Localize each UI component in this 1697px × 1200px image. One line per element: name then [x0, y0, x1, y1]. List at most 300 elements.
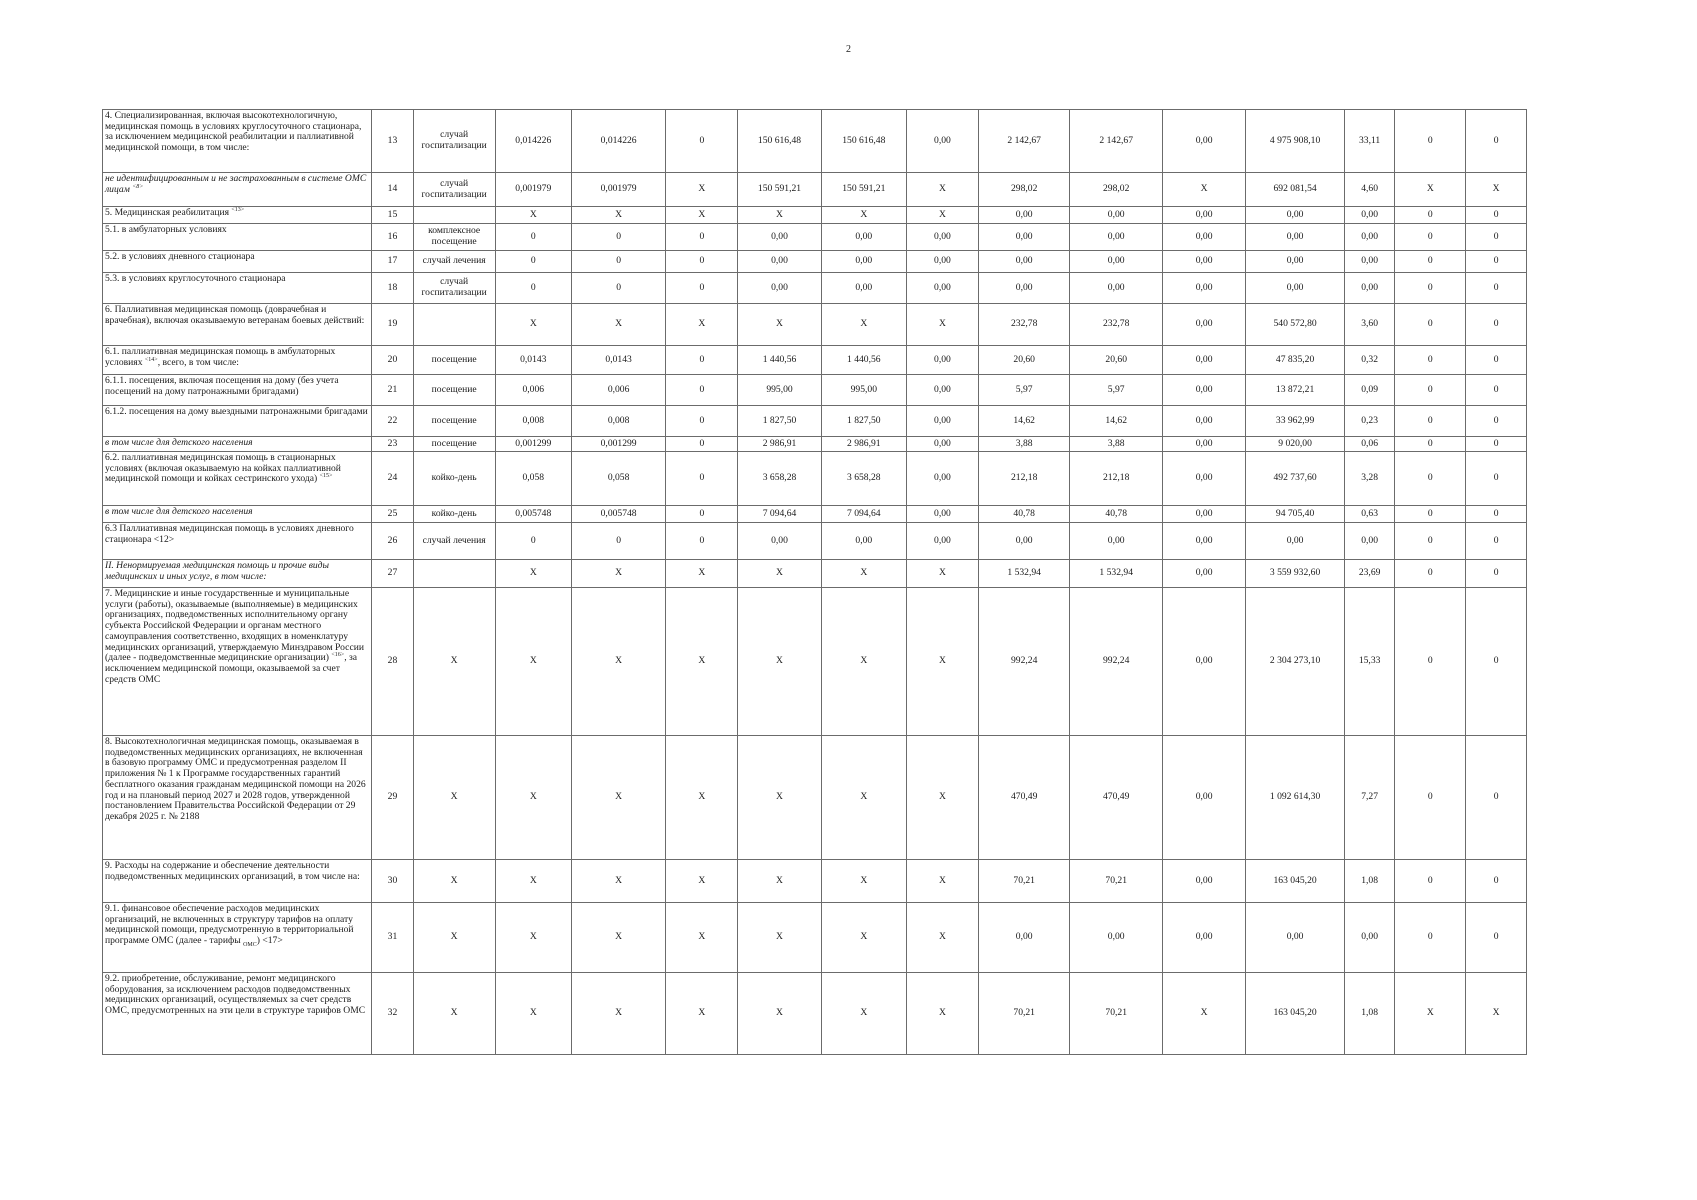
value-cell-c7: 0,00 [978, 207, 1070, 224]
value-cell-c10: 163 045,20 [1246, 860, 1345, 903]
unit-cell: случай лечения [413, 523, 495, 560]
value-cell-c12: 0 [1395, 304, 1466, 346]
row-name-cell [103, 560, 372, 588]
value-cell-c8: 1 532,94 [1070, 560, 1163, 588]
value-cell-c4: X [738, 860, 821, 903]
row-name: 6.1. паллиативная медицинская помощь в амбулаторных условиях [105, 346, 336, 368]
value-cell-c12: 0 [1395, 224, 1466, 251]
value-cell-c10: 33 962,99 [1246, 406, 1345, 437]
value-cell-c7: 14,62 [978, 406, 1070, 437]
value-cell-c6: X [906, 860, 978, 903]
value-cell-c8: 0,00 [1070, 207, 1163, 224]
table-row [103, 903, 1527, 973]
row-name: в том числе для детского населения [105, 506, 253, 517]
table-row [103, 860, 1527, 903]
value-cell-c5: X [821, 207, 906, 224]
row-name-tail: ) <17> [256, 935, 283, 947]
unit-cell: X [413, 860, 495, 903]
unit-cell [413, 560, 495, 588]
value-cell-c1: 0,005748 [495, 506, 571, 523]
row-number: 16 [372, 224, 413, 251]
row-name-cell [103, 375, 372, 406]
table-row [103, 736, 1527, 860]
value-cell-c10: 47 835,20 [1246, 346, 1345, 375]
footnote-ref: <14> [144, 356, 158, 363]
value-cell-c8: 0,00 [1070, 251, 1163, 273]
value-cell-c9: 0,00 [1162, 903, 1245, 973]
value-cell-c12: 0 [1395, 437, 1466, 452]
page-number: 2 [846, 44, 851, 55]
value-cell-c13: 0 [1466, 110, 1527, 173]
unit-cell: посещение [413, 375, 495, 406]
row-name: 4. Специализированная, включая высокотехнологичную, медицинская помощь в условиях круглосуточного стационара, за исключением медицинской реабилитации и паллиативной медицинской помощи, в том числе: [105, 110, 362, 154]
value-cell-c3: 0 [666, 406, 738, 437]
value-cell-c8: 0,00 [1070, 224, 1163, 251]
value-cell-c7: 232,78 [978, 304, 1070, 346]
value-cell-c12: 0 [1395, 207, 1466, 224]
value-cell-c5: 1 827,50 [821, 406, 906, 437]
row-name-cell [103, 523, 372, 560]
value-cell-c5: 0,00 [821, 224, 906, 251]
value-cell-c3: 0 [666, 251, 738, 273]
value-cell-c13: 0 [1466, 406, 1527, 437]
row-name-cell [103, 173, 372, 207]
value-cell-c7: 0,00 [978, 251, 1070, 273]
table-row [103, 251, 1527, 273]
value-cell-c3: 0 [666, 523, 738, 560]
value-cell-c9: 0,00 [1162, 406, 1245, 437]
value-cell-c5: 7 094,64 [821, 506, 906, 523]
row-name-tail: , за исключением медицинской помощи, оказываемой за счет средств ОМС [105, 652, 358, 685]
row-number: 31 [372, 903, 413, 973]
value-cell-c8: 2 142,67 [1070, 110, 1163, 173]
row-number: 24 [372, 452, 413, 506]
value-cell-c4: 3 658,28 [738, 452, 821, 506]
value-cell-c3: X [666, 588, 738, 736]
value-cell-c13: 0 [1466, 506, 1527, 523]
value-cell-c7: 0,00 [978, 273, 1070, 304]
footnote-ref: <15> [319, 473, 333, 480]
value-cell-c12: 0 [1395, 860, 1466, 903]
value-cell-c1: 0 [495, 273, 571, 304]
value-cell-c9: 0,00 [1162, 437, 1245, 452]
row-name: 9. Расходы на содержание и обеспечение деятельности подведомственных медицинских организаций, в том числе на: [105, 860, 360, 882]
unit-cell: случай госпитализации [413, 273, 495, 304]
value-cell-c5: X [821, 588, 906, 736]
value-cell-c1: 0 [495, 224, 571, 251]
value-cell-c11: 0,06 [1344, 437, 1394, 452]
value-cell-c6: 0,00 [906, 224, 978, 251]
value-cell-c4: 0,00 [738, 224, 821, 251]
value-cell-c11: 33,11 [1344, 110, 1394, 173]
value-cell-c2: X [571, 860, 666, 903]
value-cell-c2: 0 [571, 251, 666, 273]
value-cell-c3: X [666, 736, 738, 860]
unit-cell: посещение [413, 437, 495, 452]
table-row [103, 110, 1527, 173]
value-cell-c12: 0 [1395, 251, 1466, 273]
value-cell-c7: 70,21 [978, 860, 1070, 903]
value-cell-c5: 150 591,21 [821, 173, 906, 207]
table-row [103, 207, 1527, 224]
unit-cell: посещение [413, 406, 495, 437]
row-name: 6.3 Паллиативная медицинская помощь в условиях дневного стационара <12> [105, 523, 354, 545]
table-row [103, 406, 1527, 437]
row-name-cell [103, 224, 372, 251]
value-cell-c13: 0 [1466, 588, 1527, 736]
value-cell-c8: 20,60 [1070, 346, 1163, 375]
value-cell-c13: 0 [1466, 273, 1527, 304]
value-cell-c11: 3,60 [1344, 304, 1394, 346]
value-cell-c13: 0 [1466, 251, 1527, 273]
value-cell-c5: 995,00 [821, 375, 906, 406]
value-cell-c9: 0,00 [1162, 560, 1245, 588]
value-cell-c10: 0,00 [1246, 523, 1345, 560]
value-cell-c13: 0 [1466, 903, 1527, 973]
value-cell-c2: 0,014226 [571, 110, 666, 173]
value-cell-c11: 0,00 [1344, 207, 1394, 224]
value-cell-c11: 0,23 [1344, 406, 1394, 437]
row-name: 5.2. в условиях дневного стационара [105, 251, 255, 262]
table-row [103, 346, 1527, 375]
value-cell-c9: 0,00 [1162, 251, 1245, 273]
value-cell-c2: 0 [571, 523, 666, 560]
value-cell-c13: X [1466, 973, 1527, 1055]
row-name-cell [103, 251, 372, 273]
value-cell-c13: 0 [1466, 452, 1527, 506]
value-cell-c9: 0,00 [1162, 452, 1245, 506]
row-name-cell [103, 304, 372, 346]
value-cell-c4: 0,00 [738, 523, 821, 560]
value-cell-c7: 3,88 [978, 437, 1070, 452]
value-cell-c3: 0 [666, 506, 738, 523]
value-cell-c12: 0 [1395, 523, 1466, 560]
value-cell-c10: 0,00 [1246, 251, 1345, 273]
value-cell-c4: 2 986,91 [738, 437, 821, 452]
value-cell-c8: 212,18 [1070, 452, 1163, 506]
value-cell-c12: 0 [1395, 506, 1466, 523]
value-cell-c2: 0,006 [571, 375, 666, 406]
table-row [103, 224, 1527, 251]
value-cell-c1: X [495, 560, 571, 588]
value-cell-c4: 1 440,56 [738, 346, 821, 375]
value-cell-c13: X [1466, 173, 1527, 207]
row-name-cell [103, 973, 372, 1055]
value-cell-c9: 0,00 [1162, 588, 1245, 736]
value-cell-c6: X [906, 304, 978, 346]
value-cell-c3: 0 [666, 346, 738, 375]
value-cell-c11: 15,33 [1344, 588, 1394, 736]
value-cell-c6: 0,00 [906, 346, 978, 375]
value-cell-c3: 0 [666, 224, 738, 251]
value-cell-c12: 0 [1395, 346, 1466, 375]
row-name-cell [103, 346, 372, 375]
value-cell-c6: 0,00 [906, 437, 978, 452]
value-cell-c12: X [1395, 173, 1466, 207]
value-cell-c2: 0 [571, 224, 666, 251]
row-name: 5.1. в амбулаторных условиях [105, 224, 227, 235]
value-cell-c7: 992,24 [978, 588, 1070, 736]
value-cell-c10: 13 872,21 [1246, 375, 1345, 406]
value-cell-c11: 0,00 [1344, 273, 1394, 304]
table-row [103, 273, 1527, 304]
value-cell-c4: X [738, 560, 821, 588]
value-cell-c13: 0 [1466, 375, 1527, 406]
value-cell-c4: 1 827,50 [738, 406, 821, 437]
value-cell-c4: X [738, 903, 821, 973]
row-number: 14 [372, 173, 413, 207]
value-cell-c9: 0,00 [1162, 304, 1245, 346]
value-cell-c10: 540 572,80 [1246, 304, 1345, 346]
value-cell-c11: 4,60 [1344, 173, 1394, 207]
value-cell-c2: X [571, 736, 666, 860]
value-cell-c3: X [666, 973, 738, 1055]
unit-cell: случай госпитализации [413, 110, 495, 173]
row-name-cell [103, 860, 372, 903]
value-cell-c2: X [571, 903, 666, 973]
row-name-cell [103, 437, 372, 452]
value-cell-c13: 0 [1466, 346, 1527, 375]
value-cell-c1: 0 [495, 251, 571, 273]
value-cell-c8: 232,78 [1070, 304, 1163, 346]
value-cell-c10: 9 020,00 [1246, 437, 1345, 452]
unit-cell: X [413, 903, 495, 973]
row-name: II. Ненормируемая медицинская помощь и прочие виды медицинских и иных услуг, в том числе: [105, 560, 330, 582]
value-cell-c2: X [571, 560, 666, 588]
unit-cell: койко-день [413, 506, 495, 523]
row-name-tail: , всего, в том числе: [157, 356, 239, 368]
value-cell-c11: 3,28 [1344, 452, 1394, 506]
value-cell-c1: X [495, 207, 571, 224]
value-cell-c9: 0,00 [1162, 346, 1245, 375]
value-cell-c7: 2 142,67 [978, 110, 1070, 173]
value-cell-c13: 0 [1466, 736, 1527, 860]
value-cell-c7: 5,97 [978, 375, 1070, 406]
value-cell-c6: 0,00 [906, 506, 978, 523]
value-cell-c8: 0,00 [1070, 523, 1163, 560]
value-cell-c8: 0,00 [1070, 903, 1163, 973]
value-cell-c6: 0,00 [906, 375, 978, 406]
row-name-cell [103, 207, 372, 224]
value-cell-c13: 0 [1466, 207, 1527, 224]
row-name-cell [103, 406, 372, 437]
value-cell-c9: 0,00 [1162, 110, 1245, 173]
row-name: 6.2. паллиативная медицинская помощь в стационарных условиях (включая оказываемую на койках паллиативной медицинской помощи и койках сестринского ухода) [105, 452, 341, 485]
value-cell-c4: 150 591,21 [738, 173, 821, 207]
value-cell-c12: 0 [1395, 588, 1466, 736]
value-cell-c8: 14,62 [1070, 406, 1163, 437]
value-cell-c5: X [821, 860, 906, 903]
table-row [103, 560, 1527, 588]
unit-cell: случай госпитализации [413, 173, 495, 207]
value-cell-c3: 0 [666, 110, 738, 173]
value-cell-c9: 0,00 [1162, 736, 1245, 860]
value-cell-c1: 0,001979 [495, 173, 571, 207]
unit-cell: случай лечения [413, 251, 495, 273]
value-cell-c5: 0,00 [821, 251, 906, 273]
row-name-cell [103, 903, 372, 973]
footnote-ref: <13> [231, 206, 245, 213]
value-cell-c1: 0,001299 [495, 437, 571, 452]
row-number: 22 [372, 406, 413, 437]
table-row [103, 304, 1527, 346]
value-cell-c12: 0 [1395, 903, 1466, 973]
row-name: не идентифицированным и не застрахованным в системе ОМС лицам [105, 173, 367, 195]
value-cell-c11: 7,27 [1344, 736, 1394, 860]
value-cell-c1: X [495, 903, 571, 973]
value-cell-c5: X [821, 560, 906, 588]
value-cell-c13: 0 [1466, 860, 1527, 903]
value-cell-c13: 0 [1466, 523, 1527, 560]
row-name: в том числе для детского населения [105, 437, 253, 448]
value-cell-c11: 23,69 [1344, 560, 1394, 588]
footnote-ref: <8> [132, 183, 144, 190]
value-cell-c6: X [906, 207, 978, 224]
value-cell-c2: 0,005748 [571, 506, 666, 523]
value-cell-c9: X [1162, 973, 1245, 1055]
value-cell-c3: X [666, 207, 738, 224]
unit-cell: X [413, 736, 495, 860]
value-cell-c5: X [821, 973, 906, 1055]
value-cell-c8: 298,02 [1070, 173, 1163, 207]
row-name: 6. Паллиативная медицинская помощь (доврачебная и врачебная), включая оказываемую ветеранам боевых действий: [105, 304, 365, 326]
row-number: 30 [372, 860, 413, 903]
row-name-cell [103, 506, 372, 523]
value-cell-c5: 0,00 [821, 523, 906, 560]
value-cell-c3: 0 [666, 437, 738, 452]
value-cell-c8: 70,21 [1070, 860, 1163, 903]
row-name: 9.1. финансовое обеспечение расходов медицинских организаций, не включенных в структуру тарифов на оплату медицинской помощи, предусмотренную в территориальной программе ОМС (далее - тарифы [105, 903, 354, 947]
unit-cell: койко-день [413, 452, 495, 506]
row-name-cell [103, 452, 372, 506]
value-cell-c6: 0,00 [906, 251, 978, 273]
value-cell-c8: 0,00 [1070, 273, 1163, 304]
value-cell-c3: 0 [666, 273, 738, 304]
value-cell-c7: 0,00 [978, 224, 1070, 251]
value-cell-c3: 0 [666, 375, 738, 406]
value-cell-c10: 3 559 932,60 [1246, 560, 1345, 588]
row-name: 5. Медицинская реабилитация [105, 207, 230, 218]
value-cell-c12: X [1395, 973, 1466, 1055]
value-cell-c9: 0,00 [1162, 506, 1245, 523]
value-cell-c10: 2 304 273,10 [1246, 588, 1345, 736]
value-cell-c1: 0,014226 [495, 110, 571, 173]
value-cell-c8: 70,21 [1070, 973, 1163, 1055]
row-number: 32 [372, 973, 413, 1055]
row-number: 20 [372, 346, 413, 375]
value-cell-c12: 0 [1395, 452, 1466, 506]
value-cell-c4: X [738, 973, 821, 1055]
table-row [103, 375, 1527, 406]
subscript: ОМС [243, 942, 257, 949]
row-number: 23 [372, 437, 413, 452]
row-number: 27 [372, 560, 413, 588]
value-cell-c9: 0,00 [1162, 375, 1245, 406]
row-number: 26 [372, 523, 413, 560]
table-row [103, 506, 1527, 523]
table-row [103, 973, 1527, 1055]
row-name: 7. Медицинские и иные государственные и муниципальные услуги (работы), оказываемые (выполняемые) в медицинских организациях, подведомственных исполнительному органу субъекта Российской Федерации и органам местного самоуправления соответственно, входящих в номенклатуру медицинских организаций, утверждаемую Минздравом России (далее - подведомственные медицинские организации) [105, 588, 364, 664]
row-number: 25 [372, 506, 413, 523]
value-cell-c3: X [666, 903, 738, 973]
value-cell-c2: X [571, 304, 666, 346]
value-cell-c1: 0,006 [495, 375, 571, 406]
value-cell-c6: X [906, 588, 978, 736]
value-cell-c6: 0,00 [906, 406, 978, 437]
unit-cell: X [413, 973, 495, 1055]
value-cell-c12: 0 [1395, 375, 1466, 406]
value-cell-c1: X [495, 736, 571, 860]
value-cell-c8: 3,88 [1070, 437, 1163, 452]
row-number: 19 [372, 304, 413, 346]
value-cell-c2: X [571, 207, 666, 224]
value-cell-c13: 0 [1466, 560, 1527, 588]
value-cell-c3: X [666, 173, 738, 207]
value-cell-c9: X [1162, 173, 1245, 207]
value-cell-c4: 995,00 [738, 375, 821, 406]
table-row [103, 588, 1527, 736]
unit-cell: комплексное посещение [413, 224, 495, 251]
value-cell-c1: 0,008 [495, 406, 571, 437]
value-cell-c5: 2 986,91 [821, 437, 906, 452]
value-cell-c4: 150 616,48 [738, 110, 821, 173]
value-cell-c6: 0,00 [906, 452, 978, 506]
value-cell-c5: 3 658,28 [821, 452, 906, 506]
value-cell-c7: 0,00 [978, 903, 1070, 973]
value-cell-c2: 0,008 [571, 406, 666, 437]
value-cell-c5: 150 616,48 [821, 110, 906, 173]
value-cell-c4: 0,00 [738, 251, 821, 273]
value-cell-c11: 0,00 [1344, 251, 1394, 273]
table-row [103, 437, 1527, 452]
row-name: 6.1.2. посещения на дому выездными патронажными бригадами [105, 406, 368, 417]
value-cell-c10: 692 081,54 [1246, 173, 1345, 207]
value-cell-c10: 492 737,60 [1246, 452, 1345, 506]
value-cell-c3: 0 [666, 452, 738, 506]
value-cell-c7: 212,18 [978, 452, 1070, 506]
value-cell-c4: X [738, 588, 821, 736]
value-cell-c13: 0 [1466, 437, 1527, 452]
value-cell-c12: 0 [1395, 736, 1466, 860]
value-cell-c6: X [906, 173, 978, 207]
value-cell-c8: 992,24 [1070, 588, 1163, 736]
value-cell-c6: X [906, 560, 978, 588]
value-cell-c12: 0 [1395, 560, 1466, 588]
row-name-cell [103, 736, 372, 860]
value-cell-c9: 0,00 [1162, 860, 1245, 903]
value-cell-c11: 0,00 [1344, 224, 1394, 251]
value-cell-c8: 470,49 [1070, 736, 1163, 860]
row-number: 21 [372, 375, 413, 406]
value-cell-c12: 0 [1395, 406, 1466, 437]
value-cell-c2: X [571, 973, 666, 1055]
unit-cell: посещение [413, 346, 495, 375]
value-cell-c11: 1,08 [1344, 973, 1394, 1055]
row-number: 18 [372, 273, 413, 304]
value-cell-c9: 0,00 [1162, 224, 1245, 251]
value-cell-c2: 0,0143 [571, 346, 666, 375]
unit-cell [413, 304, 495, 346]
value-cell-c8: 40,78 [1070, 506, 1163, 523]
value-cell-c4: 7 094,64 [738, 506, 821, 523]
value-cell-c6: X [906, 903, 978, 973]
value-cell-c10: 0,00 [1246, 903, 1345, 973]
value-cell-c7: 298,02 [978, 173, 1070, 207]
value-cell-c10: 0,00 [1246, 207, 1345, 224]
value-cell-c5: X [821, 304, 906, 346]
financing-table [102, 109, 1527, 1055]
footnote-ref: <16> [331, 652, 345, 659]
